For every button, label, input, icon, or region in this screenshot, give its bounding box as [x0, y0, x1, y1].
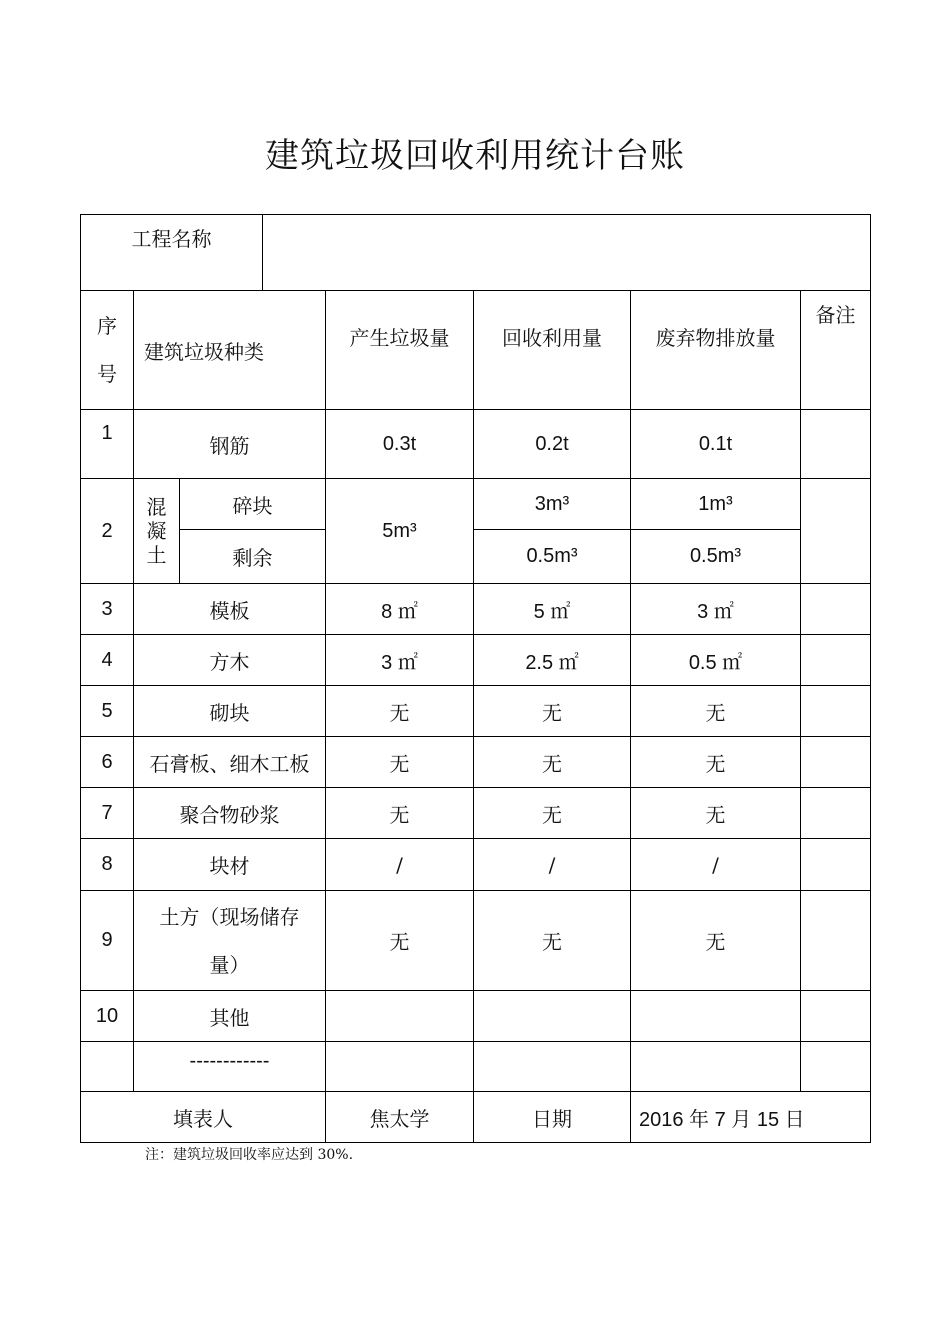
- recycled-cell: 0.5m³: [474, 530, 631, 584]
- project-row: [81, 215, 871, 291]
- recycled-cell: 5 ㎡: [474, 584, 631, 635]
- recycled-cell: 3m³: [474, 479, 631, 530]
- table-row: [81, 479, 871, 530]
- produced-cell: 无: [326, 686, 474, 737]
- table-row: [81, 991, 871, 1042]
- table-row: [81, 530, 871, 584]
- seq-header: 序 号: [81, 291, 134, 410]
- type-cell: ------------: [134, 1042, 326, 1092]
- type-cell: 其他: [134, 991, 326, 1042]
- remark-cell: [801, 891, 871, 991]
- document-title: 建筑垃圾回收利用统计台账: [265, 136, 685, 176]
- table-row: [81, 686, 871, 737]
- remark-cell: [801, 1042, 871, 1092]
- discharged-cell: [631, 1042, 801, 1092]
- ledger-table: [80, 214, 871, 1143]
- type-cell: 砌块: [134, 686, 326, 737]
- seq-cell: 10: [81, 991, 134, 1042]
- table-row: [81, 737, 871, 788]
- seq-cell: 8: [81, 839, 134, 891]
- recycled-cell: 无: [474, 686, 631, 737]
- recycled-cell: 无: [474, 737, 631, 788]
- header-row: [81, 291, 871, 410]
- seq-cell: 9: [81, 891, 134, 991]
- produced-cell: 5m³: [326, 479, 474, 584]
- seq-cell: 7: [81, 788, 134, 839]
- recycled-cell: [474, 1042, 631, 1092]
- recycled-cell: [474, 991, 631, 1042]
- filler-label: 填表人: [81, 1092, 326, 1143]
- discharged-cell: 0.5 ㎡: [631, 635, 801, 686]
- recycled-cell: 无: [474, 891, 631, 991]
- remark-cell: [801, 410, 871, 479]
- produced-cell: [326, 1042, 474, 1092]
- produced-cell: 0.3t: [326, 410, 474, 479]
- type-cell: 碎块: [180, 479, 326, 530]
- seq-cell: 3: [81, 584, 134, 635]
- recycled-header: 回收利用量: [474, 291, 631, 410]
- produced-cell: 无: [326, 891, 474, 991]
- remark-cell: [801, 686, 871, 737]
- seq-cell: 2: [81, 479, 134, 584]
- recycled-cell: 2.5 ㎡: [474, 635, 631, 686]
- produced-cell: 无: [326, 737, 474, 788]
- seq-cell: 6: [81, 737, 134, 788]
- recycled-cell: 0.2t: [474, 410, 631, 479]
- recycled-cell: 无: [474, 788, 631, 839]
- discharged-cell: 无: [631, 788, 801, 839]
- seq-cell: 1: [81, 410, 134, 479]
- discharged-cell: 0.1t: [631, 410, 801, 479]
- table-row: [81, 1042, 871, 1092]
- discharged-cell: 3 ㎡: [631, 584, 801, 635]
- produced-cell: 无: [326, 788, 474, 839]
- remark-cell: [801, 788, 871, 839]
- project-name-value: [263, 215, 871, 291]
- seq-cell: 5: [81, 686, 134, 737]
- discharged-cell: [631, 991, 801, 1042]
- project-name-label: 工程名称: [81, 215, 263, 291]
- type-cell: 剩余: [180, 530, 326, 584]
- discharged-cell: /: [631, 839, 801, 891]
- discharged-header: 废弃物排放量: [631, 291, 801, 410]
- type-cell: 块材: [134, 839, 326, 891]
- seq-cell: 4: [81, 635, 134, 686]
- discharged-cell: 无: [631, 737, 801, 788]
- filler-name: 焦太学: [326, 1092, 474, 1143]
- remark-cell: [801, 635, 871, 686]
- table-row: [81, 891, 871, 991]
- footer-row: [81, 1092, 871, 1143]
- discharged-cell: 无: [631, 686, 801, 737]
- table-row: [81, 839, 871, 891]
- type-cell: 聚合物砂浆: [134, 788, 326, 839]
- remark-cell: [801, 991, 871, 1042]
- type-cell: 石膏板、细木工板: [134, 737, 326, 788]
- discharged-cell: 0.5m³: [631, 530, 801, 584]
- type-cell: 土方（现场储存 量）: [134, 891, 326, 991]
- type-cell: 方木: [134, 635, 326, 686]
- remark-cell: [801, 737, 871, 788]
- remark-cell: [801, 479, 871, 584]
- footnote: 注：建筑垃圾回收率应达到 30%.: [145, 1147, 354, 1163]
- remark-cell: [801, 839, 871, 891]
- produced-cell: [326, 991, 474, 1042]
- recycled-cell: /: [474, 839, 631, 891]
- seq-cell: [81, 1042, 134, 1092]
- concrete-group-label: 混 凝 土: [134, 479, 180, 584]
- produced-header: 产生垃圾量: [326, 291, 474, 410]
- table-row: [81, 584, 871, 635]
- type-header: 建筑垃圾种类: [134, 291, 326, 410]
- type-cell: 模板: [134, 584, 326, 635]
- discharged-cell: 1m³: [631, 479, 801, 530]
- produced-cell: /: [326, 839, 474, 891]
- table-row: [81, 410, 871, 479]
- table-row: [81, 788, 871, 839]
- type-cell: 钢筋: [134, 410, 326, 479]
- date-value: 2016 年 7 月 15 日: [631, 1092, 871, 1143]
- produced-cell: 8 ㎡: [326, 584, 474, 635]
- produced-cell: 3 ㎡: [326, 635, 474, 686]
- table-row: [81, 635, 871, 686]
- remark-cell: [801, 584, 871, 635]
- remark-header: 备注: [801, 291, 871, 410]
- date-label: 日期: [474, 1092, 631, 1143]
- discharged-cell: 无: [631, 891, 801, 991]
